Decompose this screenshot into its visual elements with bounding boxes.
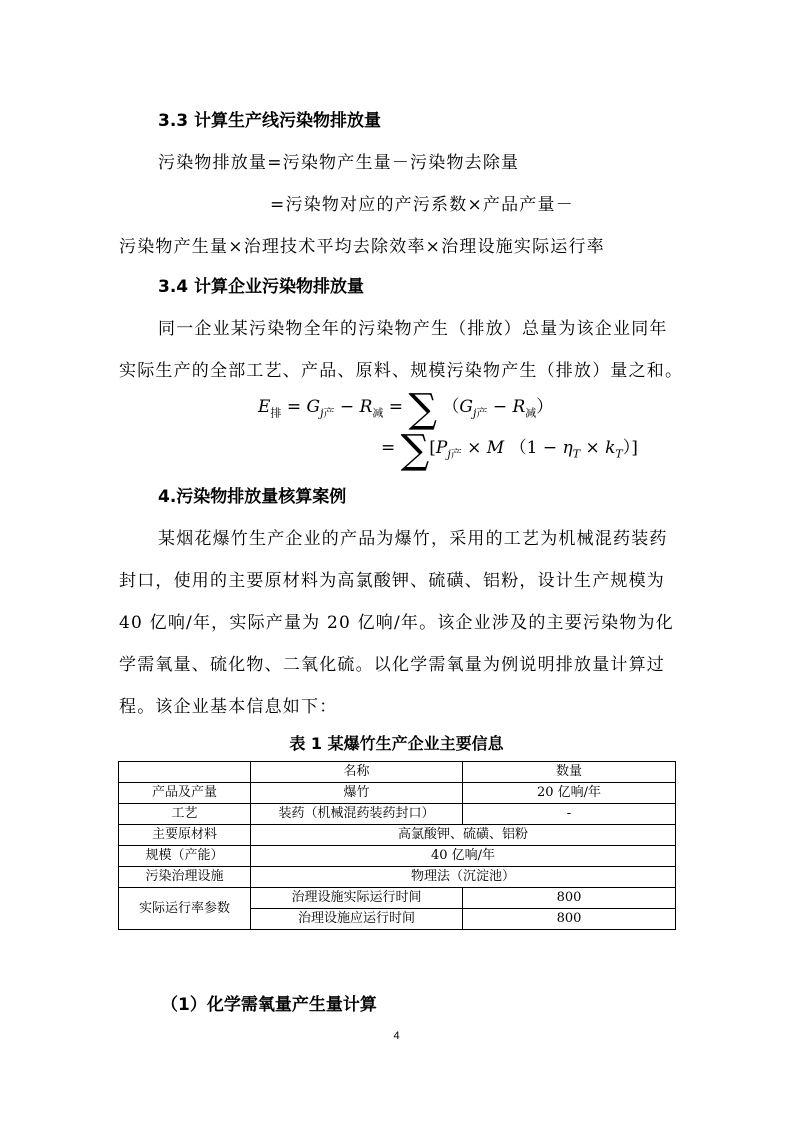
paragraph-line: 封口，使用的主要原材料为高氯酸钾、硫磺、铝粉，设计生产规模为 <box>119 571 665 591</box>
table-cell: 物理法（沉淀池） <box>251 867 676 888</box>
section-3-3-heading: 3.3 计算生产线污染物排放量 <box>158 111 382 131</box>
formula-line-3: 污染物产生量×治理技术平均去除效率×治理设施实际运行率 <box>119 237 605 257</box>
equation-line-1 <box>258 386 554 432</box>
eq-minus: − <box>492 397 508 417</box>
eq-R: R <box>512 397 526 417</box>
info-table <box>118 761 676 930</box>
sigma-symbol: ∑ <box>400 427 430 473</box>
eq-P: P <box>435 438 448 458</box>
row-label: 主要原材料 <box>119 825 251 846</box>
eq-equals: = <box>286 397 302 417</box>
eq-R: R <box>359 397 373 417</box>
formula-line-2: =污染物对应的产污系数×产品产量－ <box>270 195 574 215</box>
table-row <box>119 783 676 804</box>
paragraph-line: 实际生产的全部工艺、产品、原料、规模污染物产生（排放）量之和。 <box>119 361 684 381</box>
formula-line-1: 污染物排放量=污染物产生量－污染物去除量 <box>158 153 520 173</box>
table-cell: 20 亿响/年 <box>463 783 676 804</box>
row-label: 产品及产量 <box>119 783 251 804</box>
eq-G: G <box>306 397 321 417</box>
table-cell: 40 亿响/年 <box>251 846 676 867</box>
eq-lbracket: [ <box>429 438 436 458</box>
eq-minus: − <box>542 438 558 458</box>
row-label: 规模（产能） <box>119 846 251 867</box>
eq-rparen: ） <box>622 438 632 458</box>
paragraph-line: 学需氧量、硫化物、二氧化硫。以化学需氧量为例说明排放量计算过 <box>119 655 665 675</box>
equation-line-2 <box>381 427 638 473</box>
eq-lparen: （ <box>442 397 460 417</box>
table-cell: 800 <box>463 909 676 930</box>
table-cell: 高氯酸钾、硫磺、铝粉 <box>251 825 676 846</box>
row-label: 污染治理设施 <box>119 867 251 888</box>
eq-G: G <box>459 397 473 417</box>
table-header-cell <box>119 762 251 783</box>
eq-lparen: （ <box>509 438 527 458</box>
page-number: 4 <box>393 1030 400 1042</box>
table-cell: 装药（机械混药装药封口） <box>251 804 463 825</box>
eq-R-sub: 减 <box>372 406 384 420</box>
table-cell: 800 <box>463 888 676 909</box>
table-header-row <box>119 762 676 783</box>
eq-j: j <box>320 406 324 420</box>
eq-P-sub: 产 <box>450 447 462 461</box>
paragraph-line: 同一企业某污染物全年的污染物产生（排放）总量为该企业同年 <box>158 319 668 339</box>
table-cell: - <box>463 804 676 825</box>
section-4-heading: 4.污染物排放量核算案例 <box>158 487 347 507</box>
eq-eta: η <box>562 438 573 458</box>
eq-one: 1 <box>526 438 538 458</box>
eq-equals: = <box>388 397 404 417</box>
eq-minus: − <box>339 397 355 417</box>
table-row <box>119 804 676 825</box>
table-row <box>119 888 676 909</box>
eq-M: M <box>486 438 505 458</box>
table-cell: 治理设施应运行时间 <box>251 909 463 930</box>
eq-j: j <box>447 447 451 461</box>
paragraph-line: 40 亿响/年，实际产量为 20 亿响/年。该企业涉及的主要污染物为化 <box>119 613 674 633</box>
row-label: 工艺 <box>119 804 251 825</box>
eq-equals: = <box>381 438 396 458</box>
eq-G-sub: 产 <box>323 406 335 420</box>
table-row <box>119 867 676 888</box>
eq-E: E <box>258 397 271 417</box>
table-header-cell: 名称 <box>251 762 463 783</box>
table-cell: 爆竹 <box>251 783 463 804</box>
eq-E-sub: 排 <box>270 406 282 420</box>
eq-j: j <box>473 406 477 420</box>
subsection-1-heading: （1）化学需氧量产生量计算 <box>161 995 377 1015</box>
table-cell: 治理设施实际运行时间 <box>251 888 463 909</box>
table-header-cell: 数量 <box>463 762 676 783</box>
section-3-4-heading: 3.4 计算企业污染物排放量 <box>158 277 365 297</box>
eq-rparen: ） <box>536 397 554 417</box>
eq-T: T <box>572 447 581 461</box>
row-label: 实际运行率参数 <box>119 888 251 930</box>
eq-T: T <box>615 447 623 461</box>
eq-R-sub: 减 <box>525 406 537 420</box>
table-caption: 表 1 某爆竹生产企业主要信息 <box>289 734 504 753</box>
sigma-symbol: ∑ <box>408 386 437 432</box>
paragraph-line: 某烟花爆竹生产企业的产品为爆竹，采用的工艺为机械混药装药 <box>158 529 668 549</box>
eq-G-sub: 产 <box>476 406 488 420</box>
eq-rbracket: ] <box>631 438 638 458</box>
eq-times: × <box>467 438 482 458</box>
eq-times: × <box>585 438 600 458</box>
table-row <box>119 825 676 846</box>
table-row <box>119 846 676 867</box>
eq-k: k <box>605 438 616 458</box>
paragraph-line: 程。该企业基本信息如下： <box>119 697 338 717</box>
